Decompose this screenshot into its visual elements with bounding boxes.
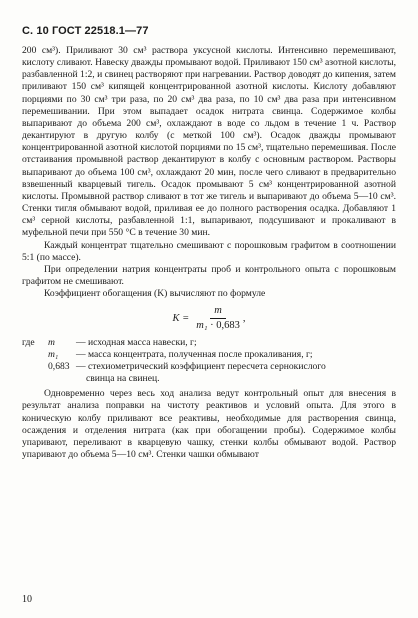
legend-description-continued: свинца на свинец. [86,373,160,385]
page-body [22,45,396,461]
formula [22,305,396,332]
legend-text [76,361,396,385]
legend-text [76,349,396,361]
legend-description: — масса концентрата, полученная после прокаливания, г; [76,348,313,360]
paragraph-mixing: Каждый концентрат тщательно смешивают с порошковым графитом в соотношении 5:1 (по массе). [22,239,396,263]
legend-lead: где [22,336,35,348]
page-header: С. 10 ГОСТ 22518.1—77 [22,25,149,37]
page-number: 10 [22,594,32,605]
formula-lhs: K = [172,312,190,324]
formula-denominator [196,319,240,332]
legend-row [22,349,396,361]
legend-description: — стехиометрический коэффициент пересчета сернокислого [76,360,326,372]
paragraph-control-experiment: Одновременно через весь ход анализа ведут контрольный опыт для внесения в результат анализа поправки на чистоту реактивов и условий опыта. Для этого в коническую колбу приливают все реактивы, необходимые для растворения свинца, осаждения и отделения нитрата (как при обогащении пробы). Содержимое колбы упаривают, переливают в кварцевую чашку, стенки колбы обмывают водой. Раствор упаривают до объема 5—10 см³. Стенки чашки обмывают [22,388,396,460]
formula-trail: , [242,312,246,324]
legend-lead [22,349,48,361]
formula-legend [22,337,396,386]
formula-fraction [196,305,240,332]
paragraph-coefficient-intro: Коэффициент обогащения (K) вычисляют по формуле [44,288,266,300]
legend-row [22,337,396,349]
legend-row [22,361,396,385]
formula-denominator-rest: · 0,683 [207,320,240,332]
legend-symbol: m₁ [48,348,59,360]
formula-denominator-var: m₁ [196,320,208,332]
legend-description: — исходная масса навески, г; [76,336,197,348]
formula-numerator: m [210,305,226,319]
legend-text [76,337,396,349]
legend-symbol: 0,683 [48,360,70,372]
paragraph-sodium: При определении натрия концентраты проб и контрольного опыта с порошковым графитом не смешивают. [22,263,396,287]
paragraph-procedure: 200 см³). Приливают 30 см³ раствора уксусной кислоты. Интенсивно перемешивают, кислоту сливают. Навеску дважды промывают водой. Приливают 150 см³ азотной кислоты, разбавленной 1:2, и свинец растворяют при нагревании. Раствор доводят до кипения, затем приливают 150 см³ кипящей концентрированной азотной кислоты. Кислоту добавляют порциями по 30 см³ три раза, по 20 см³ два раза, по 10 см³ два раза при интенсивном перемешивании. При этом выпадает осадок нитрата свинца. Содержимое колбы выпаривают до объема 200 см³, охлаждают в воде со льдом в течение 1 ч. Раствор декантируют в другую колбу (с меткой 100 см³). Осадок дважды промывают концентрированной азотной кислотой порциями по 15 см³, тщательно перемешивая. После отстаивания промывной раствор декантируют в колбу с основным раствором. Растворы выпаривают до объема 100 см³, охлаждают 20 мин, после чего сливают в предварительно взвешенный кварцевый тигель. Осадок промывают 5 см³ концентрированной азотной кислоты. Промывной раствор сливают в тот же тигель и выпаривают до объема 5—10 см³. Стенки тигля обмывают водой, приливая ее до полного растворения осадка. Добавляют 1 см³ серной кислоты, разбавленной 1:1, выпаривают, подсушивают и прокаливают в муфельной печи при 550 °С в течение 30 мин. [22,45,396,239]
legend-lead [22,361,48,385]
legend-symbol: m [48,336,55,348]
